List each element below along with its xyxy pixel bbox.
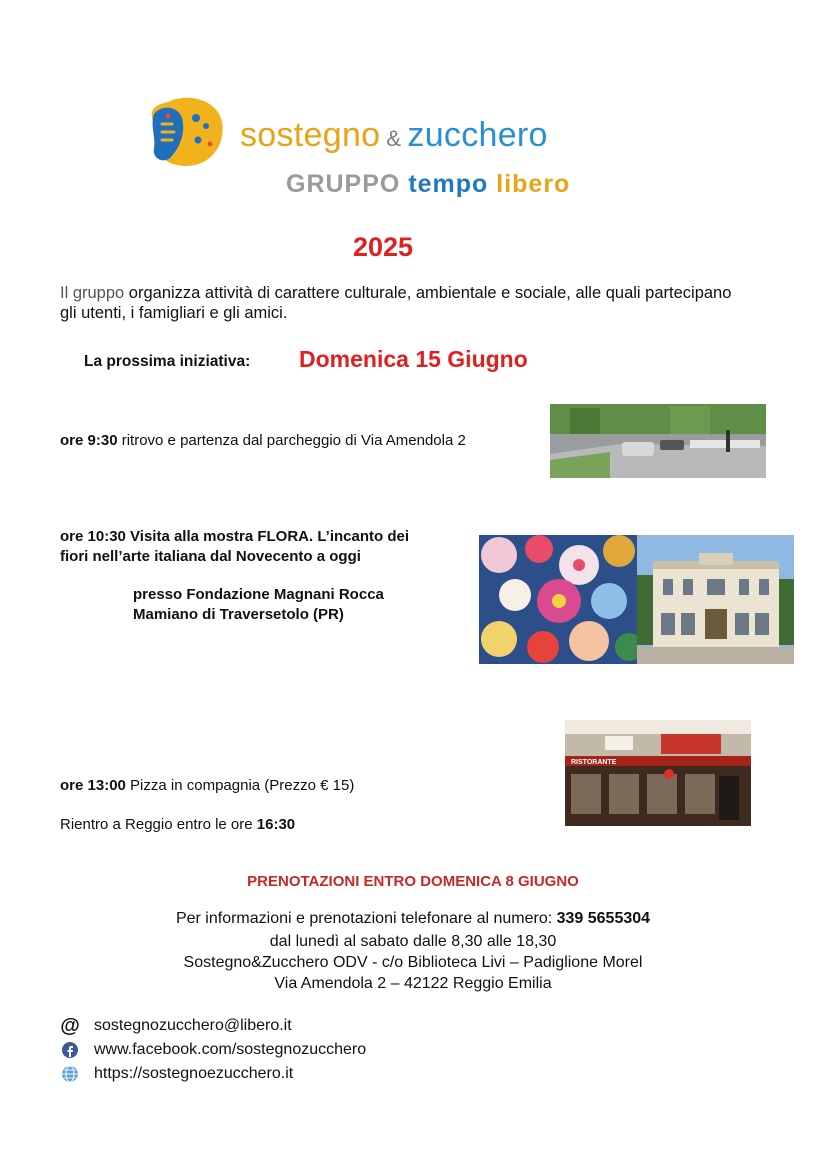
- exhibition-line-2: fiori nell’arte italiana dal Novecento a oggi: [60, 548, 361, 565]
- globe-icon: [60, 1064, 80, 1084]
- brand-logo-icon: [148, 96, 224, 168]
- meeting-text: ritrovo e partenza dal parcheggio di Via Amendola 2: [117, 432, 466, 449]
- exhibition-line-1: ore 10:30 Visita alla mostra FLORA. L’incanto dei: [60, 528, 409, 545]
- next-event-date: Domenica 15 Giugno: [299, 346, 528, 372]
- schedule-item-exhibition: [60, 527, 409, 567]
- facebook-icon: [60, 1040, 80, 1060]
- brand-sub-tempo: tempo: [408, 170, 489, 198]
- meeting-time: ore 9:30: [60, 432, 118, 449]
- booking-address: Via Amendola 2 – 42122 Reggio Emilia: [274, 975, 552, 992]
- contact-email[interactable]: [60, 1016, 292, 1036]
- booking-deadline: PRENOTAZIONI ENTRO DOMENICA 8 GIUGNO: [247, 873, 579, 890]
- return-time: 16:30: [256, 816, 296, 833]
- booking-phone-line: [0, 908, 826, 930]
- next-event-label: La prossima iniziativa:: [84, 353, 251, 370]
- schedule-item-lunch: [60, 776, 354, 796]
- brand-part-sostegno: sostegno: [240, 116, 381, 154]
- booking-phone-text: Per informazioni e prenotazioni telefonare al numero:: [175, 910, 557, 927]
- lunch-time: ore 13:00: [60, 777, 126, 794]
- email-icon: @: [60, 1014, 80, 1037]
- booking-phone-number: 339 5655304: [556, 910, 651, 927]
- facebook-url[interactable]: www.facebook.com/sostegnozucchero: [94, 1041, 367, 1058]
- flower-painting-photo: [479, 535, 637, 664]
- website-url[interactable]: https://sostegnoezucchero.it: [94, 1065, 294, 1082]
- parking-lot-photo: [550, 404, 766, 478]
- location-line-1: presso Fondazione Magnani Rocca: [133, 586, 384, 603]
- brand-part-zucchero: zucchero: [407, 116, 548, 154]
- brand-sub-gruppo: GRUPPO: [286, 170, 401, 198]
- email-address[interactable]: sostegnozucchero@libero.it: [94, 1017, 292, 1034]
- restaurant-photo: [565, 720, 751, 826]
- schedule-item-meeting: [60, 431, 466, 451]
- intro-rest: organizza attività di carattere culturale, ambientale e sociale, alle quali partecipano gli utenti, i famigliari e gli amici.: [60, 284, 732, 322]
- brand-subtitle: [286, 170, 570, 199]
- brand-ampersand: &: [386, 126, 402, 151]
- lunch-text: Pizza in compagnia (Prezzo € 15): [125, 777, 355, 794]
- contact-facebook[interactable]: [60, 1040, 366, 1060]
- restaurant-sign-text: RISTORANTE: [571, 759, 617, 766]
- intro-paragraph: [60, 283, 740, 323]
- return-info: [60, 815, 295, 835]
- brand-name: [240, 116, 548, 155]
- exhibition-location: [133, 585, 384, 625]
- booking-organization: Sostegno&Zucchero ODV - c/o Biblioteca Livi – Padiglione Morel: [183, 954, 643, 971]
- contact-website[interactable]: [60, 1064, 293, 1084]
- year-title: 2025: [353, 232, 414, 262]
- villa-photo: [637, 535, 794, 664]
- booking-hours: dal lunedì al sabato dalle 8,30 alle 18,30: [269, 933, 557, 950]
- return-text: Rientro a Reggio entro le ore: [60, 816, 257, 833]
- brand-sub-libero: libero: [496, 170, 571, 198]
- location-line-2: Mamiano di Traversetolo (PR): [133, 606, 344, 623]
- intro-lead: Il gruppo: [60, 284, 125, 302]
